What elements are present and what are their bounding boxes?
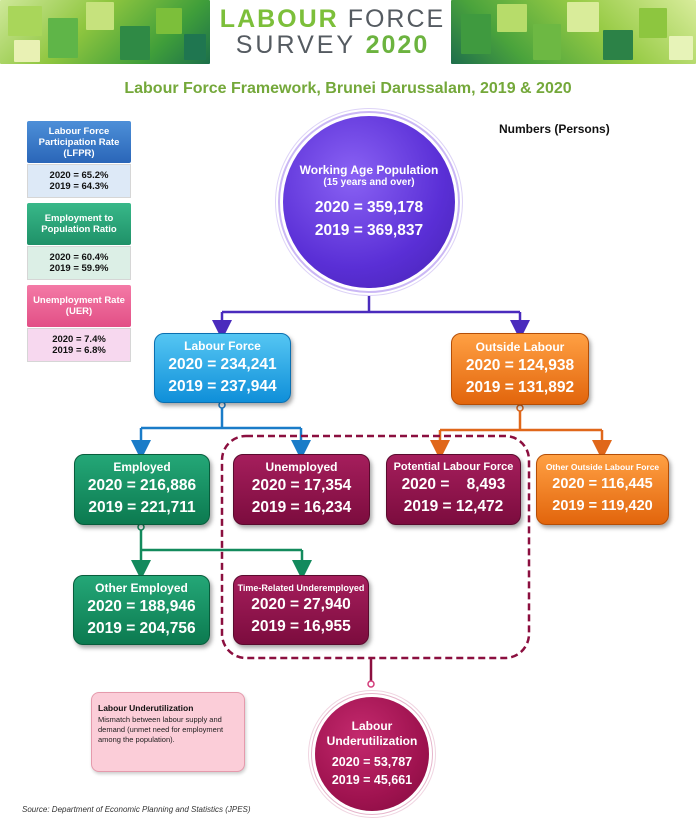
working-age-2020: 2020 = 359,178 <box>314 198 424 216</box>
unemployed-label: Unemployed <box>265 460 338 474</box>
other-outside-2019: 2019 = 119,420 <box>552 498 653 514</box>
underutilization-2019: 2019 = 45,661 <box>331 773 413 787</box>
node-labour-force <box>154 333 291 403</box>
other-employed-2019: 2019 = 204,756 <box>87 619 196 637</box>
node-outside-labour <box>451 333 589 405</box>
title-force: FORCE <box>347 5 446 33</box>
working-age-sublabel: (15 years and over) <box>323 176 415 188</box>
node-potential-labour-force <box>386 454 521 525</box>
legend-lfpr-title: Labour Force Participation Rate (LFPR) <box>38 125 120 159</box>
connector-employed <box>138 524 302 570</box>
underutilization-definition-note <box>91 692 245 772</box>
unemployed-2020: 2020 = 17,354 <box>251 477 352 494</box>
title-survey: SURVEY <box>235 31 356 59</box>
node-unemployed <box>233 454 370 525</box>
note-text: Mismatch between labour supply and demand (unmet need for employment among the population). <box>98 715 224 744</box>
legend-epr-title: Employment to Population Ratio <box>41 213 117 235</box>
outside-labour-label: Outside Labour <box>475 339 565 354</box>
framework-subtitle: Labour Force Framework, Brunei Darussalam, 2019 & 2020 <box>124 80 572 97</box>
node-labour-underutilization <box>315 697 429 811</box>
node-time-related-underemployed <box>233 575 369 645</box>
potential-labour-force-2019: 2019 = 12,472 <box>403 498 504 515</box>
outside-labour-2020: 2020 = 124,938 <box>465 356 575 374</box>
legend-lfpr-2020: 2020 = 65.2% <box>49 170 109 181</box>
node-other-employed <box>73 575 210 645</box>
labour-force-label: Labour Force <box>184 338 261 353</box>
employed-label: Employed <box>113 460 171 474</box>
potential-labour-force-label: Potential Labour Force <box>393 461 514 473</box>
title-year: 2020 <box>365 31 430 59</box>
other-employed-2020: 2020 = 188,946 <box>87 597 196 615</box>
legend-epr-2019: 2019 = 59.9% <box>49 263 109 274</box>
underutilization-label-line2: Underutilization <box>326 734 418 748</box>
unemployed-2019: 2019 = 16,234 <box>251 499 352 516</box>
other-outside-2020: 2020 = 116,445 <box>552 476 653 492</box>
note-heading: Labour Underutilization <box>98 703 194 713</box>
node-working-age-population <box>283 116 455 288</box>
potential-labour-force-2020: 2020 = 8,493 <box>401 476 506 493</box>
outside-labour-2019: 2019 = 131,892 <box>465 378 575 396</box>
working-age-label: Working Age Population <box>299 162 439 177</box>
employed-2020: 2020 = 216,886 <box>87 477 197 494</box>
time-related-label: Time-Related Underemployed <box>237 582 365 593</box>
other-employed-label: Other Employed <box>95 580 188 595</box>
underutilization-2020: 2020 = 53,787 <box>331 755 413 769</box>
other-outside-label: Other Outside Labour Force <box>545 462 660 472</box>
legend-lfpr-2019: 2019 = 64.3% <box>49 181 109 192</box>
legend-uer-title: Unemployment Rate (UER) <box>33 295 125 317</box>
underutilization-label-line1: Labour <box>351 719 393 733</box>
connector-working-age <box>222 287 520 330</box>
working-age-2019: 2019 = 369,837 <box>314 221 424 239</box>
units-label: Numbers (Persons) <box>499 122 610 136</box>
node-other-outside-labour-force <box>536 454 669 525</box>
title-labour: LABOUR <box>219 5 339 33</box>
legend-epr-2020: 2020 = 60.4% <box>49 252 109 263</box>
employed-2019: 2019 = 221,711 <box>88 499 196 516</box>
legend-uer-2019: 2019 = 6.8% <box>52 345 106 356</box>
node-employed <box>74 454 210 525</box>
time-related-2019: 2019 = 16,955 <box>251 617 351 635</box>
legend-uer-2020: 2020 = 7.4% <box>52 334 106 345</box>
labour-force-2019: 2019 = 237,944 <box>168 377 277 395</box>
labour-force-2020: 2020 = 234,241 <box>168 355 277 373</box>
time-related-2020: 2020 = 27,940 <box>251 595 351 613</box>
connector-labour-force <box>141 402 301 450</box>
source-footnote: Source: Department of Economic Planning and Statistics (JPES) <box>22 805 251 814</box>
